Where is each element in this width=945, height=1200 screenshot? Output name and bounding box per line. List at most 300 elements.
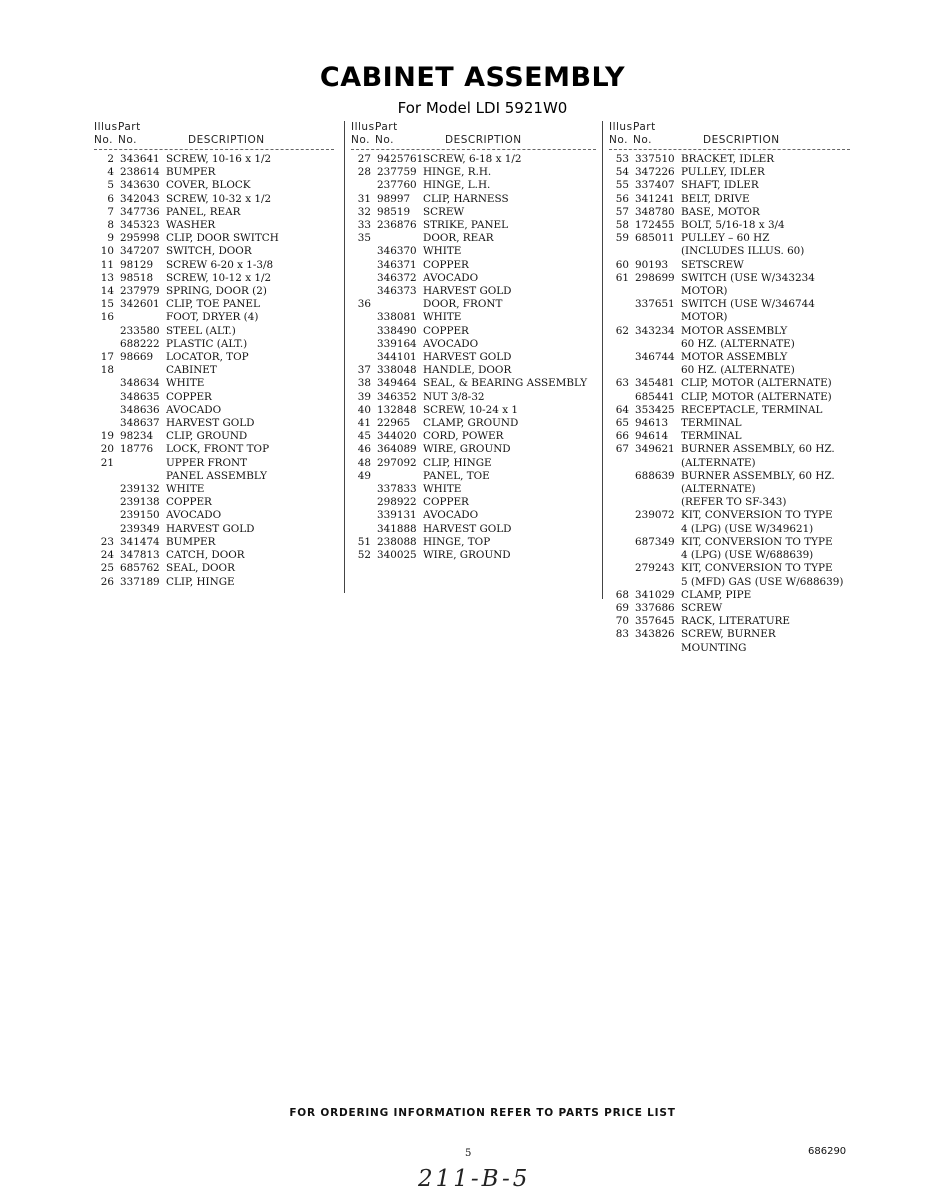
part-description: DOOR, REAR bbox=[423, 232, 494, 245]
parts-row bbox=[94, 430, 334, 443]
illus-number bbox=[351, 311, 377, 324]
part-number bbox=[635, 549, 681, 562]
part-number bbox=[635, 245, 681, 258]
illus-number: 17 bbox=[100, 351, 114, 364]
parts-row bbox=[94, 166, 334, 179]
part-number: 295998 bbox=[120, 232, 160, 245]
part-number: 98519 bbox=[377, 205, 411, 218]
part-number: 340025 bbox=[377, 549, 417, 562]
illus-number bbox=[351, 496, 377, 509]
illus-number: 59 bbox=[615, 232, 629, 245]
part-description: SHAFT, IDLER bbox=[681, 179, 759, 192]
header-part: Part bbox=[375, 121, 398, 133]
parts-row bbox=[351, 536, 596, 549]
illus-number: 62 bbox=[615, 324, 629, 337]
illus-number: 46 bbox=[357, 443, 371, 456]
parts-row bbox=[609, 576, 850, 589]
part-number: 345323 bbox=[120, 219, 160, 232]
part-description: CLIP, HARNESS bbox=[423, 192, 509, 205]
part-description: MOUNTING bbox=[681, 641, 747, 654]
part-number: 239150 bbox=[120, 509, 160, 522]
part-number: 348780 bbox=[635, 205, 675, 218]
part-description: CABINET bbox=[166, 364, 217, 377]
part-number: 237759 bbox=[377, 166, 417, 179]
part-description: LOCK, FRONT TOP bbox=[166, 443, 270, 456]
part-description: SCREW bbox=[423, 205, 465, 218]
illus-number: 69 bbox=[615, 601, 629, 614]
parts-row bbox=[94, 311, 334, 324]
part-description: WHITE bbox=[423, 311, 462, 324]
illus-number: 11 bbox=[100, 258, 114, 271]
parts-row bbox=[351, 509, 596, 522]
illus-number: 60 bbox=[615, 258, 629, 271]
part-description: MOTOR ASSEMBLY bbox=[681, 351, 788, 364]
part-description: WHITE bbox=[166, 483, 205, 496]
illus-number bbox=[351, 351, 377, 364]
part-description: UPPER FRONT bbox=[166, 456, 248, 469]
parts-row bbox=[94, 193, 334, 206]
parts-row bbox=[351, 179, 596, 192]
illus-number: 70 bbox=[615, 615, 629, 628]
parts-row bbox=[94, 338, 334, 351]
part-number: 94613 bbox=[635, 417, 669, 430]
handwritten-note: 211-B-5 bbox=[418, 1166, 531, 1192]
illus-number: 37 bbox=[357, 364, 371, 377]
part-number: 687349 bbox=[635, 535, 675, 548]
part-description: SPRING, DOOR (2) bbox=[166, 285, 267, 298]
part-number bbox=[635, 364, 681, 377]
parts-row bbox=[609, 417, 850, 430]
part-number: 237760 bbox=[377, 179, 417, 192]
part-number: 239072 bbox=[635, 509, 675, 522]
part-description: SETSCREW bbox=[681, 258, 744, 271]
illus-number: 83 bbox=[615, 628, 629, 641]
header-illus-no: No. bbox=[609, 134, 628, 146]
parts-row bbox=[351, 272, 596, 285]
part-number: 347736 bbox=[120, 205, 160, 218]
part-description: CLIP, HINGE bbox=[423, 456, 492, 469]
parts-row bbox=[609, 602, 850, 615]
part-number bbox=[635, 285, 681, 298]
part-description: HARVEST GOLD bbox=[423, 522, 512, 535]
part-number: 337686 bbox=[635, 601, 675, 614]
part-number: 18776 bbox=[120, 443, 154, 456]
parts-rows bbox=[351, 153, 596, 562]
parts-row bbox=[609, 470, 850, 483]
parts-row bbox=[351, 245, 596, 258]
parts-row bbox=[94, 232, 334, 245]
parts-row bbox=[609, 404, 850, 417]
part-number: 685011 bbox=[635, 232, 675, 245]
part-description: 4 (LPG) (USE W/688639) bbox=[681, 549, 814, 562]
parts-row bbox=[94, 483, 334, 496]
part-number: 98234 bbox=[120, 430, 154, 443]
part-number: 348634 bbox=[120, 377, 160, 390]
parts-row bbox=[94, 536, 334, 549]
part-number: 343234 bbox=[635, 324, 675, 337]
part-description: BELT, DRIVE bbox=[681, 192, 750, 205]
parts-row bbox=[351, 523, 596, 536]
part-description: PULLEY – 60 HZ bbox=[681, 232, 770, 245]
part-number: 132848 bbox=[377, 403, 417, 416]
part-description: (REFER TO SF-343) bbox=[681, 496, 787, 509]
parts-row bbox=[94, 259, 334, 272]
part-number: 90193 bbox=[635, 258, 669, 271]
parts-row bbox=[609, 153, 850, 166]
part-description: MOTOR ASSEMBLY bbox=[681, 324, 788, 337]
part-number: 338048 bbox=[377, 364, 417, 377]
parts-row bbox=[94, 417, 334, 430]
part-description: CLIP, MOTOR (ALTERNATE) bbox=[681, 390, 832, 403]
part-number: 346371 bbox=[377, 258, 417, 271]
part-number bbox=[377, 470, 423, 483]
header-part: Part bbox=[633, 121, 656, 133]
parts-row bbox=[351, 311, 596, 324]
part-description: CLAMP, PIPE bbox=[681, 588, 752, 601]
parts-row bbox=[351, 285, 596, 298]
parts-row bbox=[609, 179, 850, 192]
illus-number: 13 bbox=[100, 271, 114, 284]
part-number: 237979 bbox=[120, 285, 160, 298]
part-description: (ALTERNATE) bbox=[681, 456, 756, 469]
part-description: MOTOR) bbox=[681, 311, 728, 324]
illus-number bbox=[609, 245, 635, 258]
illus-number: 41 bbox=[357, 417, 371, 430]
parts-row bbox=[609, 259, 850, 272]
parts-column-1 bbox=[94, 121, 334, 589]
part-description: BURNER ASSEMBLY, 60 HZ. bbox=[681, 469, 835, 482]
part-number bbox=[635, 496, 681, 509]
illus-number: 33 bbox=[357, 219, 371, 232]
part-description: KIT, CONVERSION TO TYPE bbox=[681, 562, 833, 575]
part-number: 338081 bbox=[377, 311, 417, 324]
illus-number: 32 bbox=[357, 205, 371, 218]
parts-row bbox=[94, 298, 334, 311]
part-description: SEAL, DOOR bbox=[166, 562, 235, 575]
part-description: 5 (MFD) GAS (USE W/688639) bbox=[681, 575, 844, 588]
part-number: 357645 bbox=[635, 615, 675, 628]
part-description: RECEPTACLE, TERMINAL bbox=[681, 403, 823, 416]
parts-row bbox=[609, 443, 850, 456]
part-number bbox=[635, 311, 681, 324]
part-description: CLIP, TOE PANEL bbox=[166, 298, 260, 311]
part-number: 98997 bbox=[377, 192, 411, 205]
part-description: AVOCADO bbox=[166, 509, 222, 522]
illus-number: 38 bbox=[357, 377, 371, 390]
part-number: 338490 bbox=[377, 324, 417, 337]
parts-row bbox=[351, 470, 596, 483]
part-description: CATCH, DOOR bbox=[166, 549, 245, 562]
part-description: SCREW, BURNER bbox=[681, 628, 776, 641]
illus-number: 16 bbox=[100, 311, 114, 324]
parts-row bbox=[609, 311, 850, 324]
part-number: 353425 bbox=[635, 403, 675, 416]
parts-row bbox=[94, 496, 334, 509]
parts-row bbox=[609, 391, 850, 404]
illus-number bbox=[94, 483, 120, 496]
part-number: 343630 bbox=[120, 179, 160, 192]
part-description: CLIP, HINGE bbox=[166, 575, 235, 588]
parts-row bbox=[351, 351, 596, 364]
illus-number: 25 bbox=[100, 562, 114, 575]
part-description: (INCLUDES ILLUS. 60) bbox=[681, 245, 805, 258]
illus-number: 4 bbox=[107, 166, 114, 179]
part-description: COPPER bbox=[423, 258, 469, 271]
illus-number: 18 bbox=[100, 364, 114, 377]
illus-number: 27 bbox=[357, 153, 371, 165]
part-number: 688222 bbox=[120, 337, 160, 350]
illus-number bbox=[609, 470, 635, 483]
part-description: PANEL ASSEMBLY bbox=[166, 469, 267, 482]
part-description: SWITCH (USE W/346744 bbox=[681, 298, 815, 311]
part-description: HANDLE, DOOR bbox=[423, 364, 512, 377]
part-description: WIRE, GROUND bbox=[423, 443, 511, 456]
part-description: RACK, LITERATURE bbox=[681, 615, 791, 628]
header-part-no: No. bbox=[118, 134, 137, 146]
parts-row bbox=[609, 364, 850, 377]
illus-number bbox=[351, 179, 377, 192]
part-number: 337510 bbox=[635, 153, 675, 165]
parts-row bbox=[351, 166, 596, 179]
document-number: 686290 bbox=[808, 1146, 847, 1157]
parts-row bbox=[609, 298, 850, 311]
part-number: 341474 bbox=[120, 535, 160, 548]
part-description: COPPER bbox=[166, 496, 212, 509]
illus-number bbox=[609, 562, 635, 575]
illus-number: 36 bbox=[357, 298, 371, 311]
parts-row bbox=[94, 404, 334, 417]
parts-column-3 bbox=[602, 121, 850, 654]
part-number: 346372 bbox=[377, 271, 417, 284]
parts-rows bbox=[94, 153, 334, 589]
parts-row bbox=[609, 589, 850, 602]
part-description: AVOCADO bbox=[423, 271, 479, 284]
illus-number: 55 bbox=[615, 179, 629, 192]
illus-number bbox=[94, 404, 120, 417]
illus-number bbox=[94, 338, 120, 351]
part-description: PANEL, REAR bbox=[166, 205, 241, 218]
part-number: 337651 bbox=[635, 298, 675, 311]
part-number: 347813 bbox=[120, 549, 160, 562]
parts-row bbox=[94, 549, 334, 562]
part-description: (ALTERNATE) bbox=[681, 483, 756, 496]
parts-row bbox=[351, 430, 596, 443]
part-number: 364089 bbox=[377, 443, 417, 456]
parts-row bbox=[94, 272, 334, 285]
illus-number bbox=[351, 523, 377, 536]
part-description: SCREW, 10-32 x 1/2 bbox=[166, 192, 272, 205]
parts-row bbox=[609, 496, 850, 509]
illus-number: 10 bbox=[100, 245, 114, 258]
part-number: 279243 bbox=[635, 562, 675, 575]
header-illus: Illus. bbox=[94, 121, 122, 133]
part-description: COPPER bbox=[423, 496, 469, 509]
parts-row bbox=[94, 576, 334, 589]
part-description: HARVEST GOLD bbox=[166, 522, 255, 535]
parts-row bbox=[351, 549, 596, 562]
part-description: NUT 3/8-32 bbox=[423, 390, 485, 403]
header-part: Part bbox=[118, 121, 141, 133]
parts-row bbox=[351, 377, 596, 390]
illus-number bbox=[609, 285, 635, 298]
parts-row bbox=[609, 549, 850, 562]
illus-number bbox=[609, 483, 635, 496]
parts-row bbox=[351, 496, 596, 509]
part-number bbox=[377, 232, 423, 245]
parts-row bbox=[609, 509, 850, 522]
part-description: TERMINAL bbox=[681, 417, 742, 430]
header-part-no: No. bbox=[375, 134, 394, 146]
parts-row bbox=[609, 642, 850, 655]
part-description: AVOCADO bbox=[166, 403, 222, 416]
part-number: 236876 bbox=[377, 219, 417, 232]
parts-row bbox=[609, 523, 850, 536]
parts-row bbox=[94, 153, 334, 166]
parts-row bbox=[94, 457, 334, 470]
part-number: 349464 bbox=[377, 377, 417, 390]
part-description: AVOCADO bbox=[423, 337, 479, 350]
parts-row bbox=[94, 509, 334, 522]
header-illus: Illus. bbox=[351, 121, 379, 133]
part-number: 346370 bbox=[377, 245, 417, 258]
illus-number: 67 bbox=[615, 443, 629, 456]
illus-number: 21 bbox=[100, 456, 114, 469]
illus-number: 58 bbox=[615, 219, 629, 232]
part-description: STRIKE, PANEL bbox=[423, 219, 509, 232]
part-description: CORD, POWER bbox=[423, 430, 504, 443]
part-description: 60 HZ. (ALTERNATE) bbox=[681, 337, 795, 350]
part-number bbox=[120, 364, 166, 377]
parts-row bbox=[94, 364, 334, 377]
part-number: 347226 bbox=[635, 166, 675, 179]
parts-row bbox=[609, 628, 850, 641]
parts-rows bbox=[609, 153, 850, 655]
parts-row bbox=[351, 298, 596, 311]
illus-number bbox=[351, 338, 377, 351]
header-part-no: No. bbox=[633, 134, 652, 146]
illus-number: 66 bbox=[615, 430, 629, 443]
parts-row bbox=[609, 245, 850, 258]
parts-row bbox=[351, 219, 596, 232]
illus-number: 35 bbox=[357, 232, 371, 245]
part-number: 347207 bbox=[120, 245, 160, 258]
illus-number bbox=[94, 496, 120, 509]
part-number: 22965 bbox=[377, 417, 411, 430]
header-illus-no: No. bbox=[351, 134, 370, 146]
parts-row bbox=[609, 338, 850, 351]
part-description: BRACKET, IDLER bbox=[681, 153, 775, 165]
illus-number bbox=[351, 483, 377, 496]
part-number: 346373 bbox=[377, 285, 417, 298]
part-number: 337833 bbox=[377, 483, 417, 496]
part-description: BASE, MOTOR bbox=[681, 205, 760, 218]
part-number: 341888 bbox=[377, 522, 417, 535]
illus-number: 14 bbox=[100, 285, 114, 298]
part-description: CLAMP, GROUND bbox=[423, 417, 519, 430]
part-description: COPPER bbox=[423, 324, 469, 337]
part-number: 233580 bbox=[120, 324, 160, 337]
illus-number bbox=[94, 391, 120, 404]
part-description: HARVEST GOLD bbox=[166, 417, 255, 430]
part-number: 298922 bbox=[377, 496, 417, 509]
part-number bbox=[635, 483, 681, 496]
parts-row bbox=[351, 483, 596, 496]
parts-row bbox=[94, 470, 334, 483]
part-number: 341241 bbox=[635, 192, 675, 205]
part-description: HINGE, L.H. bbox=[423, 179, 491, 192]
part-number: 348637 bbox=[120, 417, 160, 430]
illus-number: 51 bbox=[357, 535, 371, 548]
part-description: STEEL (ALT.) bbox=[166, 324, 236, 337]
parts-row bbox=[94, 562, 334, 575]
page-number: 5 bbox=[465, 1148, 472, 1159]
part-description: PULLEY, IDLER bbox=[681, 166, 765, 179]
parts-row bbox=[609, 562, 850, 575]
part-number: 98518 bbox=[120, 271, 154, 284]
illus-number: 65 bbox=[615, 417, 629, 430]
illus-number bbox=[609, 536, 635, 549]
part-number: 239132 bbox=[120, 483, 160, 496]
part-description: COVER, BLOCK bbox=[166, 179, 251, 192]
illus-number bbox=[94, 523, 120, 536]
parts-row bbox=[351, 391, 596, 404]
part-number bbox=[377, 298, 423, 311]
parts-row bbox=[351, 325, 596, 338]
illus-number: 49 bbox=[357, 469, 371, 482]
part-description: 60 HZ. (ALTERNATE) bbox=[681, 364, 795, 377]
header-description: DESCRIPTION bbox=[188, 134, 265, 146]
part-description: WHITE bbox=[166, 377, 205, 390]
header-description: DESCRIPTION bbox=[445, 134, 522, 146]
part-description: KIT, CONVERSION TO TYPE bbox=[681, 509, 833, 522]
parts-row bbox=[609, 206, 850, 219]
illus-number bbox=[609, 364, 635, 377]
illus-number: 45 bbox=[357, 430, 371, 443]
illus-number bbox=[94, 470, 120, 483]
parts-row bbox=[609, 166, 850, 179]
part-number bbox=[120, 311, 166, 324]
illus-number: 57 bbox=[615, 205, 629, 218]
parts-row bbox=[609, 272, 850, 285]
part-number: 343641 bbox=[120, 153, 160, 165]
parts-row bbox=[351, 417, 596, 430]
illus-number bbox=[351, 325, 377, 338]
illus-number bbox=[609, 391, 635, 404]
part-description: WASHER bbox=[166, 219, 216, 232]
part-description: FOOT, DRYER (4) bbox=[166, 311, 259, 324]
parts-row bbox=[351, 338, 596, 351]
part-description: 4 (LPG) (USE W/349621) bbox=[681, 522, 814, 535]
part-description: KIT, CONVERSION TO TYPE bbox=[681, 535, 833, 548]
part-description: AVOCADO bbox=[423, 509, 479, 522]
illus-number bbox=[351, 285, 377, 298]
parts-row bbox=[94, 206, 334, 219]
parts-column-2 bbox=[344, 121, 596, 593]
parts-row bbox=[351, 443, 596, 456]
illus-number bbox=[94, 377, 120, 390]
part-description: COPPER bbox=[166, 390, 212, 403]
illus-number: 63 bbox=[615, 377, 629, 390]
illus-number: 15 bbox=[100, 298, 114, 311]
part-number: 98129 bbox=[120, 258, 154, 271]
parts-row bbox=[351, 206, 596, 219]
part-number: 685762 bbox=[120, 562, 160, 575]
part-description: SCREW, 10-24 x 1 bbox=[423, 403, 518, 416]
part-description: SCREW, 10-16 x 1/2 bbox=[166, 153, 272, 165]
illus-number: 24 bbox=[100, 549, 114, 562]
illus-number: 40 bbox=[357, 403, 371, 416]
part-description: SEAL, & BEARING ASSEMBLY bbox=[423, 377, 588, 390]
